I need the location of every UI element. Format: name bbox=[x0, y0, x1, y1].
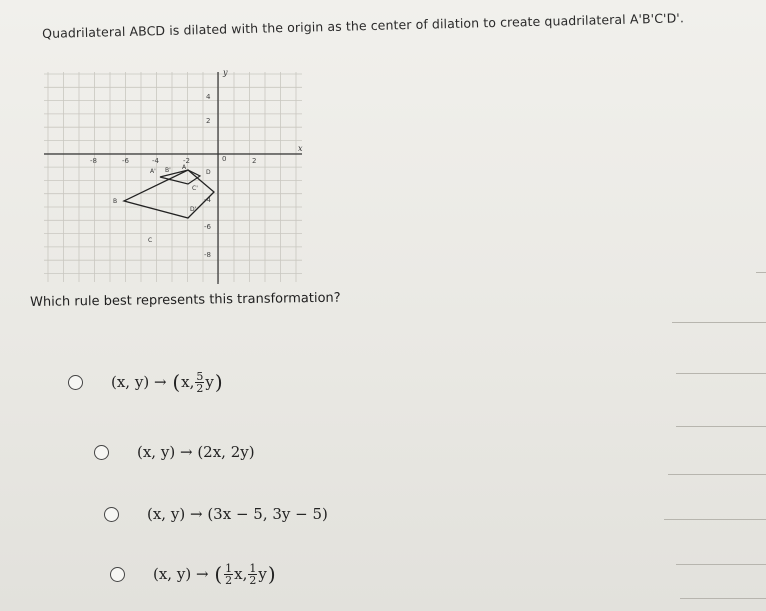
vertex-label-a: A bbox=[182, 164, 187, 171]
radio-button[interactable] bbox=[110, 567, 125, 582]
coordinate-grid bbox=[40, 66, 310, 286]
fraction: $\frac{5}{2}$ bbox=[196, 369, 204, 395]
ruled-line bbox=[672, 322, 766, 323]
radio-button[interactable] bbox=[94, 445, 109, 460]
y-tick-label: -6 bbox=[204, 223, 211, 231]
ruled-line bbox=[676, 564, 766, 565]
vertex-label-d: D bbox=[206, 169, 211, 176]
vertex-label-a-prime: A' bbox=[150, 168, 156, 175]
ruled-line bbox=[668, 474, 766, 475]
ruled-line bbox=[676, 373, 766, 374]
vertex-label-b: B bbox=[113, 198, 118, 205]
vertex-label-d-prime: D' bbox=[190, 206, 197, 213]
fraction: $\frac{1}{2}$ bbox=[225, 561, 233, 587]
x-tick-label: -2 bbox=[183, 157, 190, 165]
choice-expression: (x, y) → (3x − 5, 3y − 5) bbox=[147, 505, 328, 523]
y-tick-label: 2 bbox=[206, 117, 211, 125]
choice-option-1[interactable] bbox=[68, 370, 224, 394]
x-tick-label: -4 bbox=[152, 157, 159, 165]
choice-option-4[interactable] bbox=[110, 562, 277, 586]
x-axis-label: x bbox=[298, 144, 303, 153]
choice-option-3[interactable] bbox=[104, 505, 328, 523]
vertex-label-c-prime: C' bbox=[192, 185, 198, 192]
ruled-line bbox=[676, 426, 766, 427]
vertex-label-c: C bbox=[148, 237, 153, 244]
x-tick-label: -6 bbox=[122, 157, 129, 165]
y-tick-label: 4 bbox=[206, 93, 211, 101]
y-tick-label: -8 bbox=[204, 251, 211, 259]
ruled-line bbox=[680, 598, 766, 599]
vertex-label-b-prime: B' bbox=[165, 167, 171, 174]
ruled-line bbox=[664, 519, 766, 520]
y-axis-label: y bbox=[223, 68, 228, 77]
radio-button[interactable] bbox=[68, 375, 83, 390]
x-tick-label: -8 bbox=[90, 157, 97, 165]
fraction: $\frac{1}{2}$ bbox=[249, 561, 257, 587]
question-text: Quadrilateral ABCD is dilated with the origin as the center of dilation to create quadrilateral A'B'C'D'. bbox=[42, 10, 685, 41]
x-tick-label: 2 bbox=[252, 157, 257, 165]
choice-expression: (x, y) → ( x, $\frac{5}{2}$ y ) bbox=[111, 369, 223, 395]
choice-expression: (x, y) → ( $\frac{1}{2}$ x, $\frac{1}{2}$ y ) bbox=[153, 561, 276, 587]
prompt-text: Which rule best represents this transformation? bbox=[30, 290, 341, 310]
x-tick-label: 0 bbox=[222, 155, 227, 163]
choice-option-2[interactable] bbox=[94, 443, 255, 461]
ruled-line bbox=[756, 272, 766, 273]
radio-button[interactable] bbox=[104, 507, 119, 522]
y-tick-label: -4 bbox=[204, 196, 211, 204]
choice-expression: (x, y) → (2x, 2y) bbox=[137, 443, 255, 461]
